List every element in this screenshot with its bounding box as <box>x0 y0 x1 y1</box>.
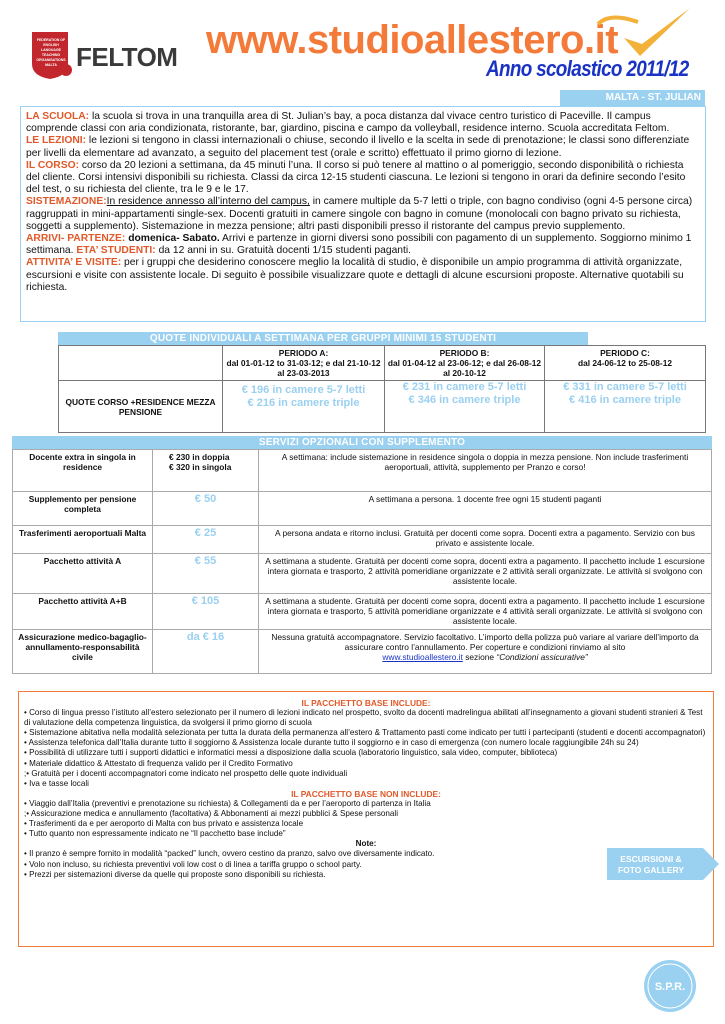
school-year: Anno scolastico 2011/12 <box>486 56 689 81</box>
eta-text: da 12 anni in su. Gratuità docenti 1/15 studenti paganti. <box>155 245 412 257</box>
eta-label: ETA’ STUDENTI: <box>73 245 156 257</box>
included-item: • Sistemazione abitativa nella modalità selezionata per tutta la durata della permanenza all’estero & Trattamento pasti come indicato per tutti i partecipanti (studenti e docenti accompagnatori) <box>24 728 706 738</box>
period-c-prices <box>545 381 706 433</box>
spr-label: S.P.R. <box>654 981 686 993</box>
excursions-label-line-2: FOTO GALLERY <box>617 865 685 875</box>
service-row <box>13 594 712 630</box>
period-b-price-2: € 346 in camere triple <box>408 394 521 406</box>
arrivi-paragraph <box>26 233 700 257</box>
included-item: • Materiale didattico & Attestato di frequenza valido per il Credito Formativo <box>24 758 293 768</box>
arrivi-label: ARRIVI- PARTENZE: <box>26 233 126 245</box>
services-table <box>12 449 712 674</box>
included-item: • Corso di lingua presso l’istituto all’estero selezionato per il numero di lezioni indicato nel prospetto, svolto da docenti madrelingua abilitati all’insegnamento a giovani studenti stranieri & Test di valutazione della competenza linguistica, da svolgersi il primo giorno di scuola <box>24 708 703 728</box>
excursions-label-line-1: ESCURSIONI & <box>620 854 682 864</box>
service-desc <box>259 629 712 673</box>
not-included-item: • Tutto quanto non espressamente indicato ne “Il pacchetto base include” <box>24 829 286 839</box>
period-a-name: PERIODO A: <box>278 348 329 358</box>
attivita-label: ATTIVITA’ E VISITE: <box>26 257 122 269</box>
period-a-header <box>223 346 385 381</box>
service-row <box>13 629 712 673</box>
spr-badge <box>640 958 700 1014</box>
included-item: ;• Gratuità per i docenti accompagnatori come indicato nel prospetto delle quote individuali <box>24 768 348 778</box>
service-name: Assicurazione medico-bagaglio-annullamento-responsabilità civile <box>13 629 153 673</box>
service-desc: A settimana a studente. Gratuità per docenti come sopra, docenti extra a pagamento. Il pacchetto include 1 escursione intera giornata e trasporto, 2 attività pomeridiane organizzate e 2 attività serali organizzate. Le attività si svolgono con assistente locale. <box>259 554 712 594</box>
lezioni-text: le lezioni si tengono in classi internazionali o chiuse, secondo il livello e la scelta in sede di prenotazione; le classi sono differenziate per livelli da elementare ad avanzato, a seguito del placement test (orale e scritto) effettuato il primo giorno di lezione. <box>26 135 690 159</box>
not-included-item: • Viaggio dall’Italia (preventivi e prenotazione su richiesta) & Collegamenti da e per l’aeroporto di partenza in Italia <box>24 798 431 808</box>
included-item: • Assistenza telefonica dall’Italia durante tutto il soggiorno & Assistenza locale durante tutto il soggiorno e in caso di emergenza (con numero locale raggiungibile 24h su 24) <box>24 738 639 748</box>
service-price: € 105 <box>153 594 259 630</box>
lezioni-paragraph <box>26 135 700 159</box>
service-price: € 25 <box>153 526 259 554</box>
arrivi-days: domenica- Sabato. <box>125 233 220 245</box>
service-desc: A settimana a studente. Gratuità per docenti come sopra, docenti extra a pagamento. Il pacchetto include 1 escursione intera giornata e trasporto, 5 attività pomeridiane organizzate e 4 attività serali organizzate. Le attività si svolgono con assistente locale. <box>259 594 712 630</box>
service-name: Pacchetto attività A+B <box>13 594 153 630</box>
period-c-dates: dal 24-06-12 to 25-08-12 <box>577 358 673 368</box>
service-row <box>13 492 712 526</box>
service-name: Supplemento per pensione completa <box>13 492 153 526</box>
service-desc: A settimana a persona. 1 docente free ogni 15 studenti paganti <box>259 492 712 526</box>
scuola-label: LA SCUOLA: <box>26 111 90 122</box>
quotes-period-row <box>59 346 706 381</box>
insurance-section-text: sezione <box>462 652 497 663</box>
quotes-price-row <box>59 381 706 433</box>
not-included-item: • Trasferimenti da e per aeroporto di Malta con bus privato e assistenza locale <box>24 819 304 829</box>
lezioni-label: LE LEZIONI: <box>26 135 87 147</box>
period-a-dates: dal 01-01-12 to 31-03-12; e dal 21-10-12 al 23-03-2013 <box>226 358 381 378</box>
quotes-title-bar: QUOTE INDIVIDUALI A SETTIMANA PER GRUPPI MINIMI 15 STUDENTI <box>58 332 588 345</box>
period-c-price-2: € 416 in camere triple <box>569 394 681 406</box>
included-item: • Possibilità di utilizzare tutti i supporti didattici e informatici messi a disposizione dalla scuola (laboratorio linguistico, sala video, computer, biblioteca) <box>24 748 558 758</box>
included-title: IL PACCHETTO BASE INCLUDE: <box>301 698 431 708</box>
service-desc: A persona andata e ritorno inclusi. Gratuità per docenti come sopra. Docenti extra a pagamento. Servizio con bus privato e assistente locale. <box>259 526 712 554</box>
services-title-bar: SERVIZI OPZIONALI CON SUPPLEMENTO <box>12 436 712 449</box>
site-url-title[interactable]: www.studioallestero.it <box>206 18 619 62</box>
period-b-header <box>385 346 545 381</box>
location-bar: MALTA - ST. JULIAN <box>560 90 705 106</box>
period-c-header <box>545 346 706 381</box>
quotes-row-label: QUOTE CORSO +RESIDENCE MEZZA PENSIONE <box>59 381 223 433</box>
period-b-price-1: € 231 in camere 5-7 letti <box>402 381 527 393</box>
package-box <box>18 691 714 947</box>
insurance-section-name: “Condizioni assicurative” <box>496 652 588 663</box>
arrivi-text: Arrivi e partenze in giorni diversi sono possibili con pagamento di un supplemento. Soggiorno minimo 1 settimana. <box>26 233 692 257</box>
included-item: • Iva e tasse locali <box>24 778 89 788</box>
period-b-dates: dal 01-04-12 al 23-06-12; e dal 26-08-12 al 20-10-12 <box>387 358 542 378</box>
period-a-price-2: € 216 in camere triple <box>247 397 360 409</box>
feltom-logo <box>28 28 178 84</box>
excursions-gallery-button[interactable] <box>607 844 721 884</box>
service-price: € 55 <box>153 554 259 594</box>
sistemazione-underlined: In residence annesso all’interno del campus, <box>106 196 310 208</box>
school-description <box>20 106 706 322</box>
corso-text: corso da 20 lezioni a settimana, da 45 minuti l’una. Il corso si può tenere al mattino o al pomeriggio, secondo disponibilità o richiesta del cliente. Corsi intensivi disponibili su richiesta. Classi da circa 12-15 studenti ciascuna. Le lezioni si tengono in orari da definire secondo l’esito del test, o su richiesta del cliente, tra le 9 e le 17. <box>26 159 686 196</box>
service-name: Docente extra in singola in residence <box>13 450 153 492</box>
note-item: • Volo non incluso, su richiesta preventivi voli low cost o di linea a tariffa gruppo o school party. <box>24 859 362 869</box>
service-price: da € 16 <box>153 629 259 673</box>
logo-small-text: FEDERATION OF ENGLISH LANGUAGE TEACHING ORGANISATIONS MALTA <box>36 38 66 67</box>
note-item: • Il pranzo è sempre fornito in modalità “packed” lunch, ovvero cestino da pranzo, salvo ove diversamente indicato. <box>24 849 435 859</box>
logo-word: FELTOM <box>76 42 178 72</box>
insurance-site-link[interactable]: www.studioallestero.it <box>382 652 463 663</box>
service-row <box>13 526 712 554</box>
scuola-paragraph <box>26 111 700 135</box>
service-price: € 50 <box>153 492 259 526</box>
period-a-prices <box>223 381 385 433</box>
sistemazione-text: in camere multiple da 5-7 letti o triple, con bagno condiviso (ogni 4-5 persone circa) raggruppati in mini-appartamenti single-sex. Docenti gratuiti in camere singole con bagno in comune (monolocali con bagno privato su richiesta, soggetti a supplemento). Sistemazione in mezza pensione; altri pasti disponibili presso il ristorante del campus previo supplemento. <box>26 196 693 232</box>
service-price: € 230 in doppia € 320 in singola <box>153 450 259 492</box>
quotes-table <box>58 345 706 433</box>
quotes-corner-cell <box>59 346 223 381</box>
service-name: Pacchetto attività A <box>13 554 153 594</box>
sistemazione-paragraph <box>26 196 700 233</box>
period-b-prices <box>385 381 545 433</box>
note-item: • Prezzi per sistemazioni diverse da quelle qui proposte sono disponibili su richiesta. <box>24 869 326 879</box>
period-c-price-1: € 331 in camere 5-7 letti <box>563 381 687 393</box>
scuola-text: la scuola si trova in una tranquilla area di St. Julian’s bay, a poca distanza dal vivace centro turistico di Paceville. Il campus comprende classi con aria condizionata, ristorante, bar, giardino, piscina e campo da volleyball, residence interno. Scuola accreditata Feltom. <box>26 111 670 135</box>
service-row <box>13 450 712 492</box>
corso-label: IL CORSO: <box>26 159 80 171</box>
corso-paragraph <box>26 160 700 197</box>
attivita-paragraph <box>26 257 700 294</box>
insurance-desc-text: Nessuna gratuità accompagnatore. Servizio facoltativo. L’importo della polizza può variare al variare dell’importo da assicurare contro l’annullamento. Per coperture e condizioni rinviamo al sito <box>271 631 699 652</box>
attivita-text: per i gruppi che desiderino conoscere meglio la località di studio, è disponibile un ampio programma di attività organizzate, escursioni e visite con assistente locale. Di seguito è possibile visualizzare quote e dettagli di alcune escursioni proposte. Alternative quotabili su richiesta. <box>26 257 684 293</box>
not-included-item: ;• Assicurazione medica e annullamento (facoltativa) & Abbonamenti ai mezzi pubblici & Spese personali <box>24 809 398 819</box>
notes-title: Note: <box>355 839 377 849</box>
not-included-title: IL PACCHETTO BASE NON INCLUDE: <box>291 788 441 799</box>
service-row <box>13 554 712 594</box>
sistemazione-label: SISTEMAZIONE: <box>26 196 107 208</box>
service-desc: A settimana: include sistemazione in residence singola o doppia in mezza pensione. Non include trasferimenti aeroportuali, attività, supplemento per Pranzo e corso! <box>259 450 712 492</box>
period-b-name: PERIODO B: <box>439 348 490 358</box>
period-a-price-1: € 196 in camere 5-7 letti <box>241 384 366 396</box>
service-name: Trasferimenti aeroportuali Malta <box>13 526 153 554</box>
period-c-name: PERIODO C: <box>600 348 650 358</box>
